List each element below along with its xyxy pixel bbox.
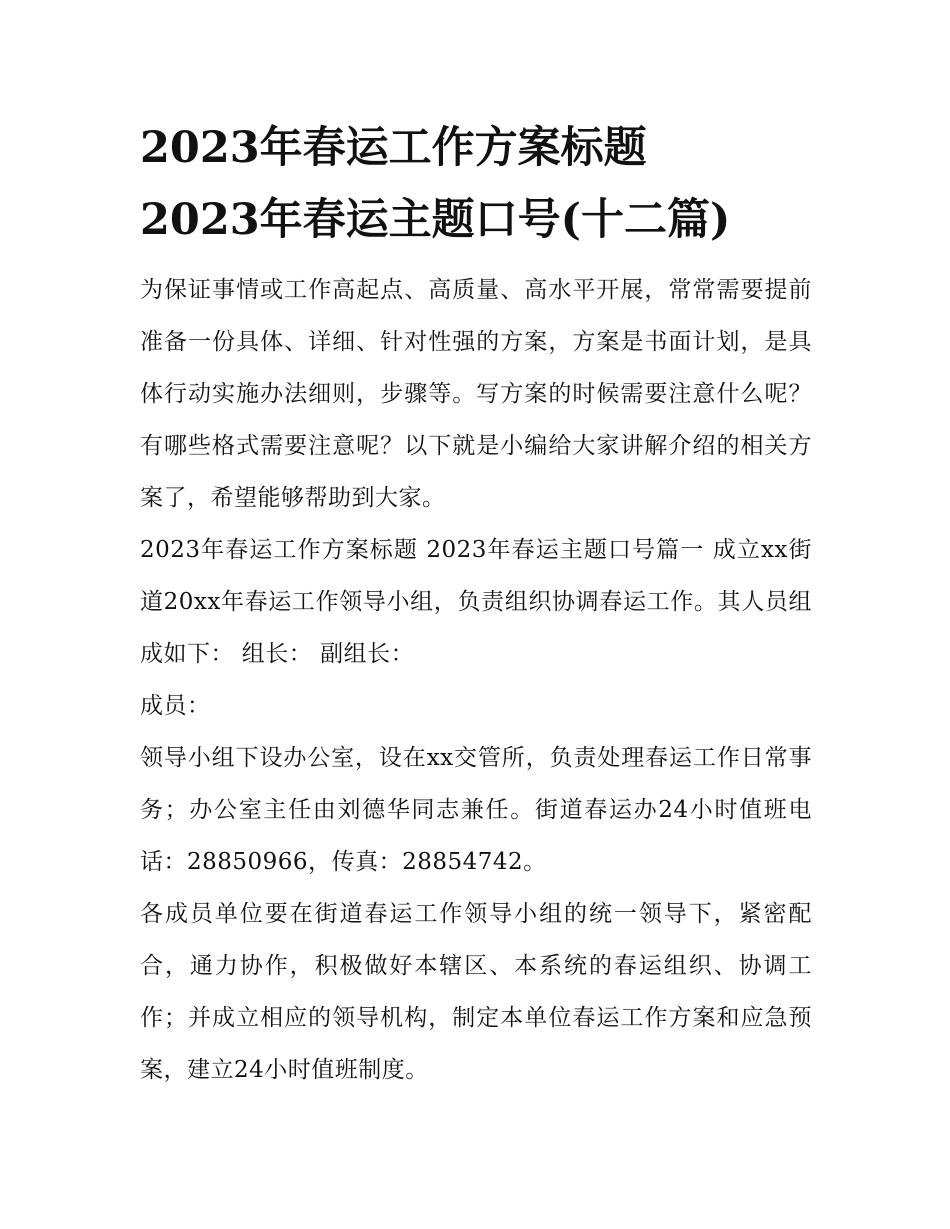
document-page <box>140 112 812 1096</box>
title-line-2: 2023年春运主题口号(十二篇) <box>140 195 731 245</box>
paragraph-coordination: 各成员单位要在街道春运工作领导小组的统一领导下，紧密配合，通力协作，积极做好本辖区、本系统的春运组织、协调工作；并成立相应的领导机构，制定本单位春运工作方案和应急预案，建立24小时值班制度。 <box>140 901 812 1083</box>
paragraph-office: 领导小组下设办公室，设在xx交管所，负责处理春运工作日常事务；办公室主任由刘德华同志兼任。街道春运办24小时值班电话：28850966，传真：28854742。 <box>140 745 812 875</box>
paragraph-intro: 为保证事情或工作高起点、高质量、高水平开展，常常需要提前准备一份具体、详细、针对性强的方案，方案是书面计划，是具体行动实施办法细则，步骤等。写方案的时候需要注意什么呢？有哪些格式需要注意呢？以下就是小编给大家讲解介绍的相关方案了，希望能够帮助到大家。 <box>140 277 812 511</box>
title-line-1: 2023年春运工作方案标题 <box>140 123 647 173</box>
paragraph-members: 成员： <box>140 693 211 719</box>
document-title <box>140 112 812 256</box>
paragraph-leadership-group: 2023年春运工作方案标题 2023年春运主题口号篇一 成立xx街道20xx年春运工作领导小组，负责组织协调春运工作。其人员组成如下： 组长： 副组长： <box>140 537 812 667</box>
document-body <box>140 264 812 1096</box>
